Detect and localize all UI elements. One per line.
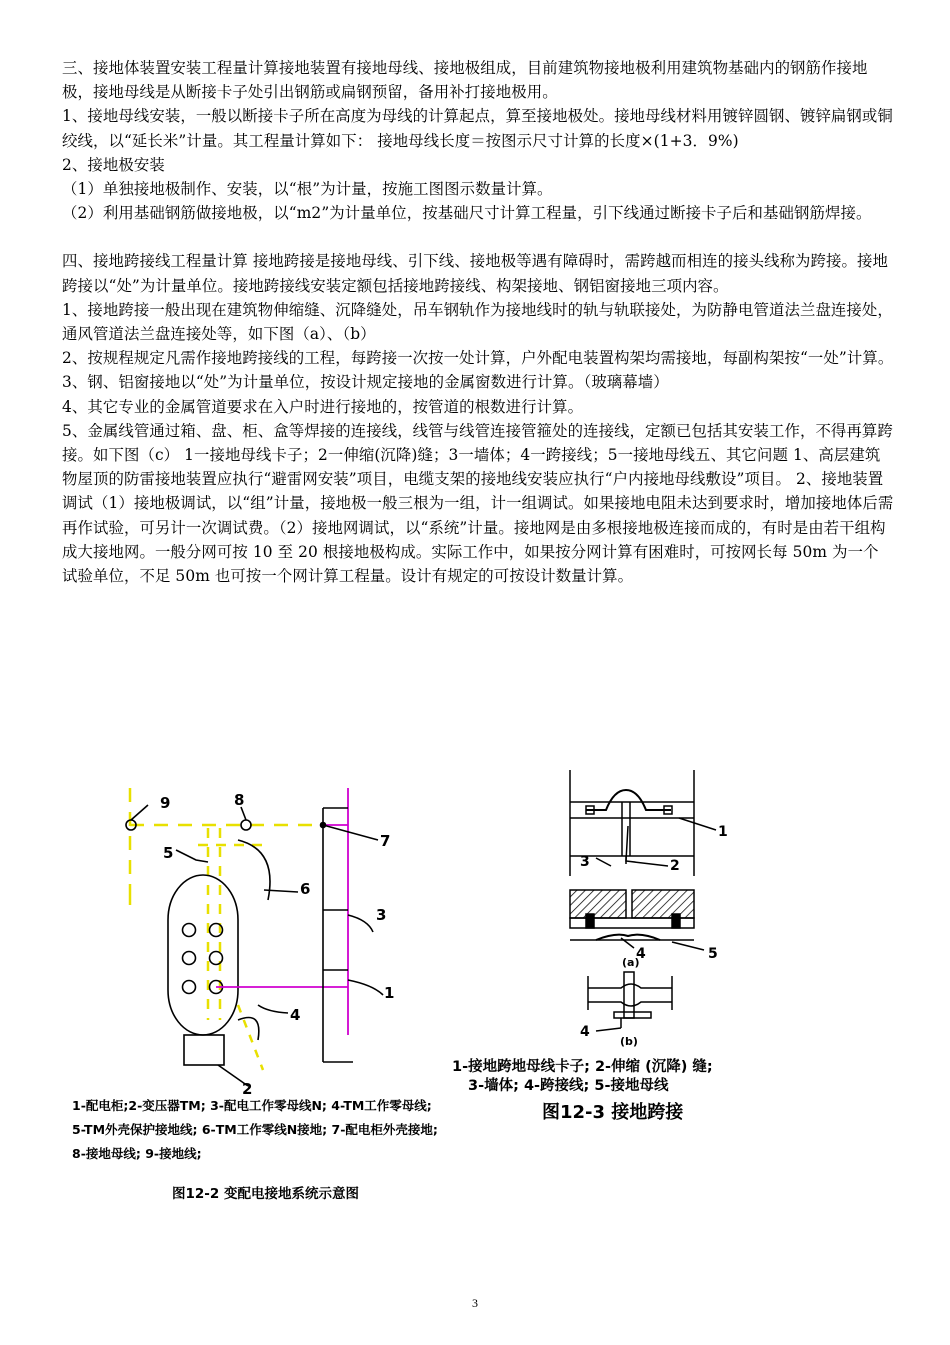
label-5: 5: [708, 946, 718, 962]
sub-label-b: (b): [620, 1035, 638, 1048]
legend-line: 5-TM外壳保护接地线; 6-TM工作零线N接地; 7-配电柜外壳接地;: [72, 1122, 438, 1137]
label-3: 3: [376, 906, 387, 924]
label-4: 4: [636, 946, 646, 962]
label-7: 7: [380, 832, 391, 850]
jumper-b: [588, 972, 672, 1031]
legend-line: 3-墙体; 4-跨接线; 5-接地母线: [468, 1078, 669, 1094]
grounding-system-diagram: [68, 780, 448, 1220]
figure-ground-jumper: [446, 766, 866, 1136]
electrode-icons: [126, 820, 270, 1065]
body-text: [62, 56, 894, 588]
legend-line: 1-接地跨地母线卡子; 2-伸缩 (沉降) 缝;: [452, 1059, 713, 1075]
paragraph: 四、接地跨接线工程量计算 接地跨接是接地母线、引下线、接地极等遇有障碍时，需跨越而相连的接头线称为跨接。接地跨接以“处”为计量单位。接地跨接线安装定额包括接地跨接线、构架接地、钢铝窗接地三项内容。: [62, 252, 888, 295]
label-6: 6: [300, 880, 311, 898]
ground-jumper-diagram: [446, 766, 866, 1136]
label-2: 2: [242, 1080, 253, 1098]
label-2: 2: [670, 858, 680, 874]
jumper-a-top: [570, 770, 716, 876]
legend-line: 8-接地母线; 9-接地线;: [72, 1146, 202, 1161]
figure-caption: 图12-2 变配电接地系统示意图: [172, 1186, 359, 1202]
paragraph: 2、接地极安装: [62, 155, 165, 174]
sub-label-a: (a): [622, 956, 640, 969]
paragraph: 2、按规程规定凡需作接地跨接线的工程，每跨接一次按一处计算，户外配电装置构架均需接地，每副构架按“一处”计算。: [62, 349, 894, 368]
paragraph: 3、钢、铝窗接地以“处”为计量单位，按设计规定接地的金属窗数进行计算。（玻璃幕墙）: [62, 373, 669, 392]
paragraph: 1、接地母线安装，一般以断接卡子所在高度为母线的计算起点，算至接地极处。接地母线材料用镀锌圆钢、镀锌扁钢或铜绞线，以“延长米”计量。其工程量计算如下： 接地母线长度＝按图示尺寸计算的长度×(1+3．9%): [62, 107, 893, 150]
legend-line: 1-配电柜;2-变压器TM; 3-配电工作零母线N; 4-TM工作零母线;: [72, 1098, 432, 1113]
paragraph: （1）单独接地极制作、安装，以“根”为计量，按施工图图示数量计算。: [62, 180, 553, 199]
paragraph: 5、金属线管通过箱、盘、柜、盒等焊接的连接线，线管与线管连接管箍处的连接线，定额已包括其安装工作，不得再算跨接。如下图（c） 1一接地母线卡子；2一伸缩(沉降)缝；3一墙体；4一跨接线；5一接地母线五、其它问题 1、高层建筑物屋顶的防雷接地装置应执行“避雷网安装”项目，电缆支架的接地线安装应执行“户内接地母线敷设”项目。 2、接地装置调试（1）接地极调试，以“组”计量，接地极一般三根为一组，计一组调试。如果接地电阻未达到要求时，增加接地体后需再作试验，可另计一次调试费。（2）接地网调试，以“系统”计量。接地网是由多根接地极连接而成的，有时是由若干组构成大接地网。一般分网可按 10 至 20 根接地极构成。实际工作中，如果按分网计算有困难时，可按网长每 50m 为一个试验单位，不足 50m 也可按一个网计算工程量。设计有规定的可按设计数量计算。: [62, 421, 894, 586]
paragraph: （2）利用基础钢筋做接地极，以“m2”为计量单位，按基础尺寸计算工程量，引下线通过断接卡子后和基础钢筋焊接。: [62, 204, 872, 223]
figure-caption: 图12-3 接地跨接: [542, 1102, 684, 1123]
label-5: 5: [163, 844, 174, 862]
ground-lines: [130, 788, 323, 1070]
label-3: 3: [580, 854, 590, 870]
paragraph: 三、接地体装置安装工程量计算接地装置有接地母线、接地极组成，目前建筑物接地极利用建筑物基础内的钢筋作接地极，接地母线是从断接卡子处引出钢筋或扁钢预留，备用补打接地极用。: [62, 59, 868, 102]
label-8: 8: [234, 791, 245, 809]
paragraph: 4、其它专业的金属管道要求在入户时进行接地的，按管道的根数进行计算。: [62, 397, 584, 416]
paragraph: 1、接地跨接一般出现在建筑物伸缩缝、沉降缝处，吊车钢轨作为接地线时的轨与轨联接处，为防静电管道法兰盘连接处，通风管道法兰盘连接处等，如下图（a）、（b）: [62, 300, 893, 344]
paragraph-gap: [62, 225, 894, 249]
label-9: 9: [160, 794, 171, 812]
figure-grounding-system: [68, 780, 448, 1220]
label-1: 1: [384, 984, 395, 1002]
jumper-a-bottom: [570, 890, 704, 950]
page-number: 3: [472, 1296, 478, 1310]
label-4: 4: [290, 1006, 301, 1024]
label-4b: 4: [580, 1024, 590, 1040]
label-1: 1: [718, 824, 728, 840]
